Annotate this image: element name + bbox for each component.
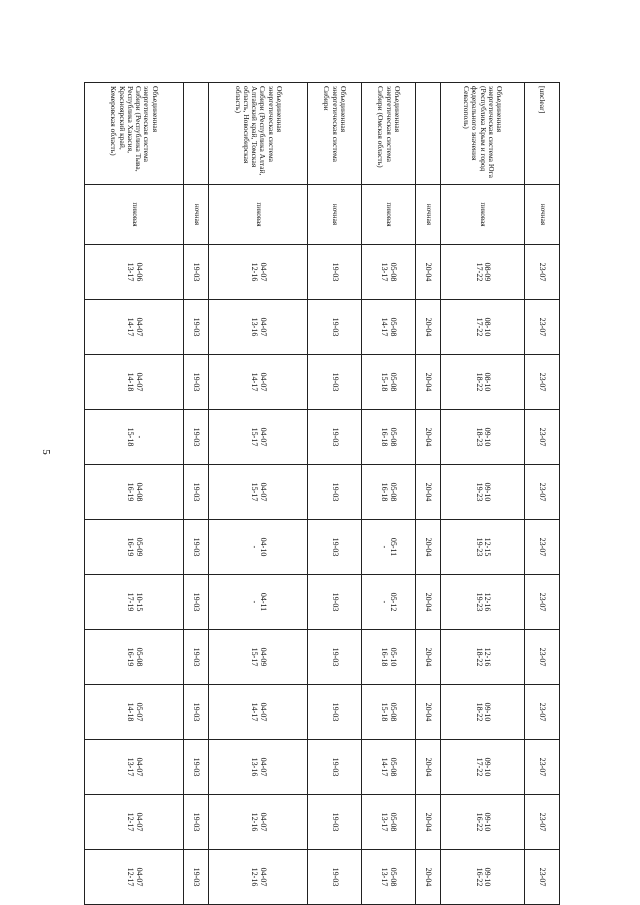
row-2-col-8: 20-04: [415, 630, 440, 685]
row-7-col-7-a: 10-15: [134, 592, 144, 612]
row-3-col-9-a: 05-08: [389, 702, 399, 722]
row-6-col-8: 19-03: [184, 630, 209, 685]
header-column-4: 23-07: [525, 410, 560, 465]
row-6-col-7: 19-03: [184, 575, 209, 630]
row-3-col-2-a: 05-08: [389, 317, 399, 337]
row-7-col-5-b: 16-19: [126, 482, 135, 502]
row-3-col-7-b: -: [380, 600, 390, 604]
row-7-mode: пиковая: [85, 185, 184, 245]
row-1-col-4-b: 18-23: [474, 427, 484, 447]
row-3-col-7-a: 05-12: [389, 592, 399, 612]
row-3-col-1-a: 05-08: [389, 262, 399, 282]
row-4-col-11: 19-03: [307, 795, 361, 850]
row-6-col-3: 19-03: [184, 355, 209, 410]
row-1-col-10-a: 09-10: [483, 757, 493, 777]
table-header-row: [525, 83, 560, 905]
row-7-col-10: [85, 740, 184, 795]
row-1-col-11-a: 09-10: [483, 812, 493, 832]
row-5-col-12-b: 12-16: [250, 867, 260, 887]
row-1-col-7-a: 12-16: [483, 592, 493, 612]
row-3-col-7: [361, 575, 415, 630]
row-5-col-7: [209, 575, 308, 630]
row-5-col-11-a: 04-07: [258, 812, 268, 832]
row-1-mode: пиковая: [441, 185, 525, 245]
row-3-col-8: [361, 630, 415, 685]
row-2-col-11: 20-04: [415, 795, 440, 850]
table-row-2: [415, 83, 440, 905]
row-6-col-10: 19-03: [184, 740, 209, 795]
row-7-col-7: [85, 575, 184, 630]
schedule-table: [84, 82, 560, 905]
header-column-8: 23-07: [525, 630, 560, 685]
row-1-col-9: [441, 685, 525, 740]
row-4-col-9: 19-03: [307, 685, 361, 740]
row-7-col-1: [85, 245, 184, 300]
row-5-col-1: [209, 245, 308, 300]
row-7-col-11-a: 04-07: [134, 812, 144, 832]
row-3-col-8-a: 05-10: [389, 647, 399, 667]
row-7-col-9-a: 05-07: [134, 702, 144, 722]
row-5-mode: пиковая: [209, 185, 308, 245]
row-3-col-6-a: 05-11: [389, 537, 399, 557]
row-5-col-1-a: 04-07: [258, 262, 268, 282]
row-5-col-10: [209, 740, 308, 795]
row-7-col-12-a: 04-07: [134, 867, 144, 887]
row-5-col-6-a: 04-10: [258, 537, 268, 557]
row-3-col-5-a: 05-08: [389, 482, 399, 502]
row-2-col-2: 20-04: [415, 300, 440, 355]
row-3-col-9-b: 15-18: [380, 702, 390, 722]
row-6-col-1: 19-03: [184, 245, 209, 300]
table-row-6: [184, 83, 209, 905]
header-column-7: 23-07: [525, 575, 560, 630]
row-6-col-6: 19-03: [184, 520, 209, 575]
row-7-col-8: [85, 630, 184, 685]
row-3-col-8-b: 16-18: [380, 647, 390, 667]
row-3-col-11-a: 05-08: [389, 812, 399, 832]
header-mode-cell: ночная: [525, 185, 560, 245]
header-column-6: 23-07: [525, 520, 560, 575]
page-number: 5: [39, 449, 52, 455]
row-6-col-4: 19-03: [184, 410, 209, 465]
row-1-col-4: [441, 410, 525, 465]
row-4-col-1: 19-03: [307, 245, 361, 300]
header-column-5: 23-07: [525, 465, 560, 520]
row-5-col-6: [209, 520, 308, 575]
row-5-col-3-a: 04-07: [258, 372, 268, 392]
row-3-col-4-a: 05-08: [389, 427, 399, 447]
row-6-col-11: 19-03: [184, 795, 209, 850]
header-column-9: 23-07: [525, 685, 560, 740]
table-row-5: [209, 83, 308, 905]
row-7-col-4-a: -: [134, 435, 144, 439]
row-1-col-9-a: 09-10: [483, 702, 493, 722]
row-2-col-12: 20-04: [415, 850, 440, 905]
row-1-col-3-b: 18-22: [474, 372, 484, 392]
row-4-col-5: 19-03: [307, 465, 361, 520]
row-7-col-2-b: 14-17: [126, 317, 135, 337]
row-1-col-6: [441, 520, 525, 575]
row-1-col-8-b: 18-22: [474, 647, 484, 667]
row-1-col-7-b: 19-23: [474, 592, 484, 612]
row-3-col-5-b: 16-18: [380, 482, 390, 502]
row-1-col-12-b: 16-22: [474, 867, 484, 887]
row-2-mode: ночная: [415, 185, 440, 245]
row-1-col-11: [441, 795, 525, 850]
row-4-system: Объединенная энергетическая система Сибири: [307, 83, 361, 185]
row-1-col-6-a: 12-15: [483, 537, 493, 557]
row-7-col-1-b: 13-17: [126, 262, 135, 282]
row-7-col-6-b: 16-19: [126, 537, 135, 557]
header-system-cell: [unclear]: [525, 83, 560, 185]
row-4-col-8: 19-03: [307, 630, 361, 685]
row-2-col-3: 20-04: [415, 355, 440, 410]
row-2-col-7: 20-04: [415, 575, 440, 630]
row-7-col-9-b: 14-18: [126, 702, 135, 722]
row-3-col-11: [361, 795, 415, 850]
row-5-col-3-b: 14-17: [250, 372, 260, 392]
row-4-col-2: 19-03: [307, 300, 361, 355]
row-3-system: Объединенная энергетическая система Сибири (Омская область): [361, 83, 415, 185]
row-2-col-5: 20-04: [415, 465, 440, 520]
row-7-col-10-a: 04-07: [134, 757, 144, 777]
row-1-col-3-a: 08-10: [483, 372, 493, 392]
header-column-1: 23-07: [525, 245, 560, 300]
row-4-col-10: 19-03: [307, 740, 361, 795]
row-7-system: Объединенная энергетическая система Сибири (Республика Тыва, Республика Хакасия, Красноярский край, Кемеровская область): [85, 83, 184, 185]
row-5-col-11: [209, 795, 308, 850]
row-1-col-5-b: 19-23: [474, 482, 484, 502]
row-5-col-11-b: 12-16: [250, 812, 260, 832]
row-5-col-7-b: -: [250, 600, 260, 604]
row-3-col-3: [361, 355, 415, 410]
row-2-col-1: 20-04: [415, 245, 440, 300]
row-5-col-7-a: 04-11: [258, 592, 268, 612]
rotated-table-container: [84, 82, 560, 887]
row-5-col-6-b: -: [250, 545, 260, 549]
row-5-col-12: [209, 850, 308, 905]
table-row-7: [85, 83, 184, 905]
row-7-col-11: [85, 795, 184, 850]
row-7-col-8-b: 16-19: [126, 647, 135, 667]
row-5-col-3: [209, 355, 308, 410]
row-1-col-8: [441, 630, 525, 685]
row-4-col-12: 19-03: [307, 850, 361, 905]
row-5-col-2-a: 04-07: [258, 317, 268, 337]
row-6-system: [184, 83, 209, 185]
row-3-col-10-a: 05-08: [389, 757, 399, 777]
header-column-11: 23-07: [525, 795, 560, 850]
row-1-col-1-b: 17-22: [474, 262, 484, 282]
row-5-col-4-a: 04-07: [258, 427, 268, 447]
row-7-col-1-a: 04-06: [134, 262, 144, 282]
row-7-col-3-b: 14-18: [126, 372, 135, 392]
header-column-2: 23-07: [525, 300, 560, 355]
table-row-3: [361, 83, 415, 905]
row-1-col-2-b: 17-22: [474, 317, 484, 337]
row-1-col-9-b: 18-22: [474, 702, 484, 722]
row-5-col-10-a: 04-07: [258, 757, 268, 777]
row-7-col-12: [85, 850, 184, 905]
row-1-col-2: [441, 300, 525, 355]
row-3-col-2: [361, 300, 415, 355]
row-6-col-5: 19-03: [184, 465, 209, 520]
row-7-col-2: [85, 300, 184, 355]
row-1-col-5: [441, 465, 525, 520]
row-5-col-8: [209, 630, 308, 685]
row-7-col-11-b: 12-17: [126, 812, 135, 832]
row-3-col-1-b: 13-17: [380, 262, 390, 282]
row-5-col-2-b: 13-16: [250, 317, 260, 337]
row-3-col-4-b: 16-18: [380, 427, 390, 447]
row-6-col-9: 19-03: [184, 685, 209, 740]
row-1-col-6-b: 19-23: [474, 537, 484, 557]
row-3-col-11-b: 13-17: [380, 812, 390, 832]
header-column-10: 23-07: [525, 740, 560, 795]
row-5-col-8-b: 15-17: [250, 647, 260, 667]
row-7-col-7-b: 17-19: [126, 592, 135, 612]
row-3-col-9: [361, 685, 415, 740]
row-6-col-2: 19-03: [184, 300, 209, 355]
row-5-col-5: [209, 465, 308, 520]
row-4-mode: ночная: [307, 185, 361, 245]
row-3-col-10-b: 14-17: [380, 757, 390, 777]
table-row-1: [441, 83, 525, 905]
row-1-col-2-a: 08-10: [483, 317, 493, 337]
row-7-col-6: [85, 520, 184, 575]
row-4-col-3: 19-03: [307, 355, 361, 410]
row-5-col-10-b: 13-16: [250, 757, 260, 777]
row-7-col-6-a: 05-09: [134, 537, 144, 557]
row-1-col-7: [441, 575, 525, 630]
row-2-col-6: 20-04: [415, 520, 440, 575]
row-1-col-11-b: 16-22: [474, 812, 484, 832]
row-3-col-10: [361, 740, 415, 795]
row-5-col-4: [209, 410, 308, 465]
row-2-col-9: 20-04: [415, 685, 440, 740]
row-4-col-4: 19-03: [307, 410, 361, 465]
row-7-col-12-b: 12-17: [126, 867, 135, 887]
row-7-col-5: [85, 465, 184, 520]
row-1-system: Объединенная энергетическая система Юга (Республика Крым и город федерального значения Севастополь): [441, 83, 525, 185]
row-1-col-1-a: 08-09: [483, 262, 493, 282]
row-3-col-12-a: 05-08: [389, 867, 399, 887]
row-7-col-3-a: 04-07: [134, 372, 144, 392]
row-4-col-6: 19-03: [307, 520, 361, 575]
row-1-col-12: [441, 850, 525, 905]
row-7-col-9: [85, 685, 184, 740]
row-5-col-9-a: 04-07: [258, 702, 268, 722]
row-3-col-3-a: 05-08: [389, 372, 399, 392]
row-5-col-9: [209, 685, 308, 740]
row-6-mode: ночная: [184, 185, 209, 245]
row-1-col-3: [441, 355, 525, 410]
header-column-12: 23-07: [525, 850, 560, 905]
row-2-system: [415, 83, 440, 185]
row-3-col-6-b: -: [380, 545, 390, 549]
header-column-3: 23-07: [525, 355, 560, 410]
row-1-col-12-a: 09-10: [483, 867, 493, 887]
row-6-col-12: 19-03: [184, 850, 209, 905]
row-3-mode: пиковая: [361, 185, 415, 245]
row-3-col-1: [361, 245, 415, 300]
row-7-col-2-a: 04-07: [134, 317, 144, 337]
row-3-col-6: [361, 520, 415, 575]
row-1-col-10: [441, 740, 525, 795]
row-5-col-9-b: 14-17: [250, 702, 260, 722]
row-5-col-4-b: 15-17: [250, 427, 260, 447]
row-2-col-10: 20-04: [415, 740, 440, 795]
row-1-col-10-b: 17-22: [474, 757, 484, 777]
row-5-col-5-b: 15-17: [250, 482, 260, 502]
row-5-col-1-b: 12-16: [250, 262, 260, 282]
row-3-col-12-b: 13-17: [380, 867, 390, 887]
row-3-col-3-b: 15-18: [380, 372, 390, 392]
row-4-col-7: 19-03: [307, 575, 361, 630]
row-5-col-5-a: 04-07: [258, 482, 268, 502]
row-7-col-3: [85, 355, 184, 410]
row-5-col-12-a: 04-07: [258, 867, 268, 887]
row-5-col-2: [209, 300, 308, 355]
row-1-col-4-a: 09-10: [483, 427, 493, 447]
row-3-col-4: [361, 410, 415, 465]
table-row-4: [307, 83, 361, 905]
row-3-col-5: [361, 465, 415, 520]
row-7-col-10-b: 13-17: [126, 757, 135, 777]
row-7-col-4: [85, 410, 184, 465]
row-2-col-4: 20-04: [415, 410, 440, 465]
row-5-system: Объединенная энергетическая система Сибири (Республика Алтай, Алтайский край, Томская область, Новосибирская область): [209, 83, 308, 185]
row-7-col-5-a: 04-08: [134, 482, 144, 502]
row-1-col-5-a: 09-10: [483, 482, 493, 502]
row-3-col-2-b: 14-17: [380, 317, 390, 337]
row-7-col-4-b: 15-18: [126, 427, 135, 447]
row-7-col-8-a: 05-08: [134, 647, 144, 667]
row-5-col-8-a: 04-09: [258, 647, 268, 667]
row-3-col-12: [361, 850, 415, 905]
row-1-col-8-a: 12-16: [483, 647, 493, 667]
row-1-col-1: [441, 245, 525, 300]
